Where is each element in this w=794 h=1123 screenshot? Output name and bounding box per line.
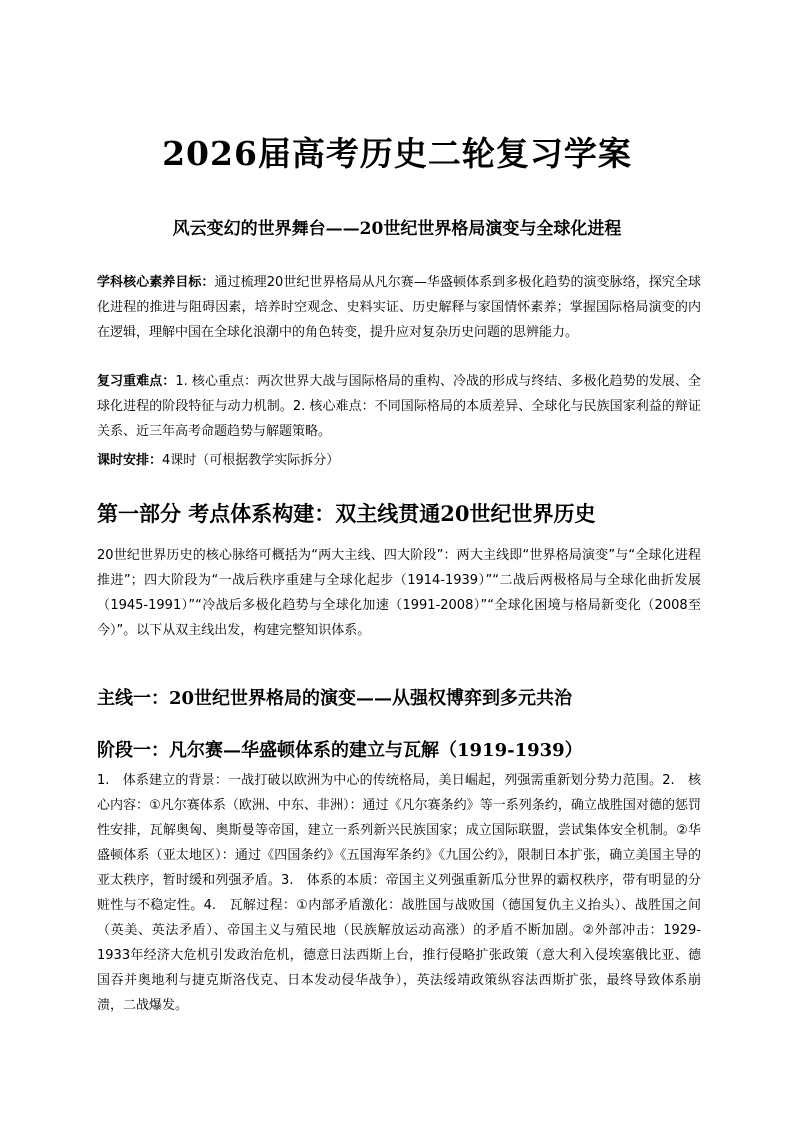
stage1-paragraph: 1. 体系建立的背景：一战打破以欧洲为中心的传统格局，美日崛起，列强需重新划分势力范围。2. 核心内容：①凡尔赛体系（欧洲、中东、非洲）：通过《凡尔赛条约》等一系列条约，确立战胜国对德的惩罚性安排，瓦解奥匈、奥斯曼等帝国，建立一系列新兴民族国家；成立国际联盟，尝试集体安全机制。②华盛顿体系（亚太地区）：通过《四国条约》《五国海军条约》《九国公约》，限制日本扩张，确立美国主导的亚太秩序，暂时缓和列强矛盾。3. 体系的本质：帝国主义列强重新瓜分世界的霸权秩序，带有明显的分赃性与不稳定性。4. 瓦解过程：①内部矛盾激化：战胜国与战败国（德国复仇主义抬头）、战胜国之间（英美、英法矛盾）、帝国主义与殖民地（民族解放运动高涨）的矛盾不断加剧。②外部冲击：1929-1933年经济大危机引发政治危机，德意日法西斯上台，推行侵略扩张政策（意大利入侵埃塞俄比亚、德国吞并奥地利与捷克斯洛伐克、日本发动侵华战争），英法绥靖政策纵容法西斯扩张，最终导致体系崩溃，二战爆发。 [97, 773, 701, 1013]
goals-text: 通过梳理20世纪世界格局从凡尔赛—华盛顿体系到多极化趋势的演变脉络，探究全球化进程的推进与阻碍因素，培养时空观念、史料实证、历史解释与家国情怀素养；掌握国际格局演变的内在逻辑，理解中国在全球化浪潮中的角色转变，提升应对复杂历史问题的思辨能力。 [97, 275, 701, 340]
part1-heading: 第一部分 考点体系构建：双主线贯通20世纪世界历史 [97, 501, 596, 526]
intro-paragraph: 20世纪世界历史的核心脉络可概括为“两大主线、四大阶段”：两大主线即“世界格局演变”与“全球化进程推进”；四大阶段为“一战后秩序重建与全球化起步（1914-1939）”“二战后两极格局与全球化曲折发展（1945-1991）”“冷战后多极化趋势与全球化加速（1991-2008）”“全球化困境与格局新变化（2008至今）”。以下从双主线出发，构建完整知识体系。 [97, 548, 701, 638]
schedule-text: 4课时（可根据教学实际拆分） [162, 453, 340, 468]
focus-text: 1. 核心重点：两次世界大战与国际格局的重构、冷战的形成与终结、多极化趋势的发展、全球化进程的阶段特征与动力机制。2. 核心难点：不同国际格局的本质差异、全球化与民族国家利益的辩证关系、近三年高考命题趋势与解题策略。 [97, 374, 701, 439]
document-subtitle: 风云变幻的世界舞台——20世纪世界格局演变与全球化进程 [172, 219, 622, 239]
stage1-heading: 阶段一：凡尔赛—华盛顿体系的建立与瓦解（1919-1939） [97, 740, 583, 761]
mainline1-heading: 主线一：20世纪世界格局的演变——从强权博弈到多元共治 [97, 688, 573, 709]
schedule-paragraph [97, 448, 701, 473]
goals-label: 学科核心素养目标： [97, 275, 215, 290]
document-title: 2026届高考历史二轮复习学案 [162, 134, 632, 173]
focus-label: 复习重难点： [97, 374, 176, 389]
schedule-label: 课时安排： [97, 453, 163, 468]
goals-paragraph [97, 270, 701, 345]
focus-paragraph [97, 369, 701, 444]
